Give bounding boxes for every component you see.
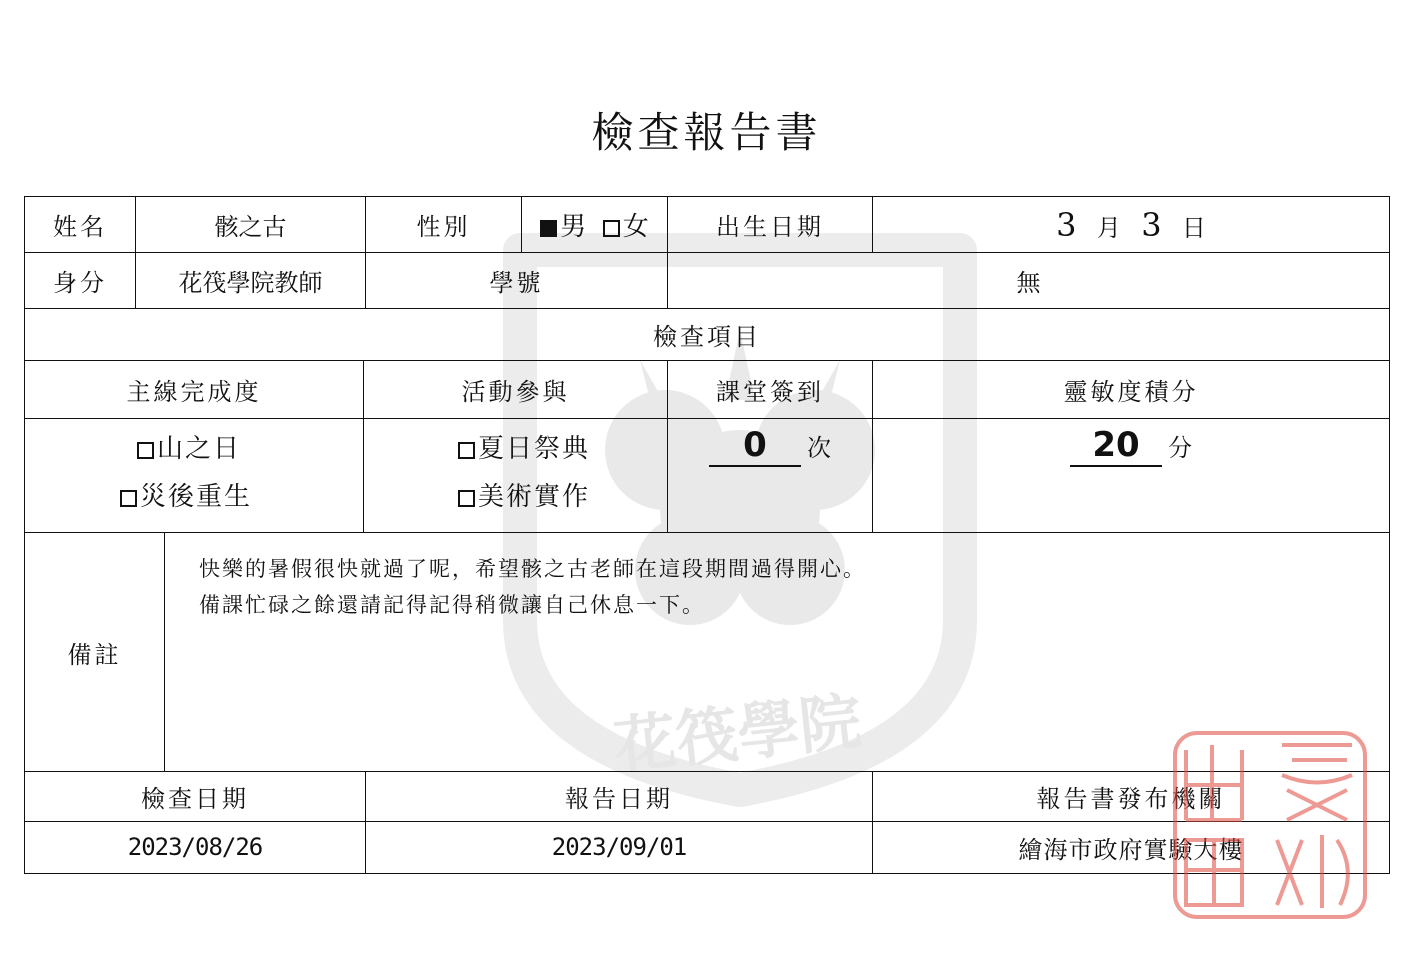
birth-month: 3 bbox=[1056, 205, 1077, 244]
activity-option-label: 美術實作 bbox=[478, 481, 591, 512]
check-date-value: 2023/08/26 bbox=[25, 821, 366, 873]
official-seal-stamp bbox=[1172, 730, 1368, 920]
checkbox-icon bbox=[458, 442, 475, 459]
report-date-label: 報告日期 bbox=[366, 771, 873, 821]
birth-day-unit: 日 bbox=[1181, 213, 1206, 242]
main-story-option-label: 災後重生 bbox=[140, 481, 253, 512]
birth-date-value bbox=[873, 197, 1390, 253]
identity-value: 花筏學院教師 bbox=[136, 253, 366, 309]
identity-label: 身分 bbox=[25, 253, 136, 309]
female-checkbox bbox=[603, 220, 620, 237]
basic-info-row bbox=[25, 197, 1390, 253]
checkbox-icon bbox=[120, 490, 137, 507]
activity-options bbox=[364, 419, 668, 533]
remarks-label: 備註 bbox=[25, 533, 165, 771]
sensitivity-unit: 分 bbox=[1168, 434, 1193, 463]
birth-month-unit: 月 bbox=[1096, 213, 1121, 242]
check-date-label: 檢查日期 bbox=[25, 771, 366, 821]
attendance-label: 課堂簽到 bbox=[668, 361, 873, 419]
gender-male-label: 男 bbox=[560, 212, 587, 243]
main-story-option-label: 山之日 bbox=[157, 433, 242, 464]
male-checkbox bbox=[540, 220, 557, 237]
birth-date-label: 出生日期 bbox=[668, 197, 873, 253]
activity-option-label: 夏日祭典 bbox=[478, 433, 591, 464]
activity-label: 活動參與 bbox=[364, 361, 668, 419]
sensitivity-label: 靈敏度積分 bbox=[873, 361, 1390, 419]
name-label: 姓名 bbox=[25, 197, 136, 253]
items-label-row bbox=[25, 361, 1390, 419]
main-story-option bbox=[120, 473, 363, 521]
main-story-option bbox=[120, 425, 363, 473]
main-story-label: 主線完成度 bbox=[25, 361, 364, 419]
items-header-row bbox=[25, 309, 1390, 361]
activity-option bbox=[458, 473, 667, 521]
sensitivity-value-cell bbox=[873, 419, 1390, 533]
checkbox-icon bbox=[137, 442, 154, 459]
inspection-items-header: 檢查項目 bbox=[25, 309, 1390, 361]
attendance-unit: 次 bbox=[807, 434, 832, 463]
issuer-label: 報告書發布機關 bbox=[873, 771, 1390, 821]
gender-female-label: 女 bbox=[622, 212, 649, 243]
name-value: 骸之古 bbox=[136, 197, 366, 253]
sensitivity-value: 20 bbox=[1070, 425, 1162, 467]
identity-row bbox=[25, 253, 1390, 309]
gender-options bbox=[522, 197, 668, 253]
report-date-value: 2023/09/01 bbox=[366, 821, 873, 873]
remarks-line: 備課忙碌之餘還請記得記得稍微讓自己休息一下。 bbox=[199, 593, 705, 618]
gender-label: 性別 bbox=[366, 197, 522, 253]
attendance-value-cell bbox=[668, 419, 873, 533]
issuer-value: 繪海市政府實驗大樓 bbox=[873, 821, 1390, 873]
document-title: 檢查報告書 bbox=[591, 108, 822, 157]
attendance-value: 0 bbox=[709, 425, 801, 467]
student-id-value: 無 bbox=[668, 253, 1390, 309]
birth-day: 3 bbox=[1141, 205, 1162, 244]
items-value-row bbox=[25, 419, 1390, 533]
remarks-line: 快樂的暑假很快就過了呢，希望骸之古老師在這段期間過得開心。 bbox=[199, 557, 866, 582]
activity-option bbox=[458, 425, 667, 473]
student-id-label: 學號 bbox=[366, 253, 668, 309]
main-story-options bbox=[25, 419, 364, 533]
watermark-text: 花筏學院 bbox=[610, 684, 865, 783]
checkbox-icon bbox=[458, 490, 475, 507]
